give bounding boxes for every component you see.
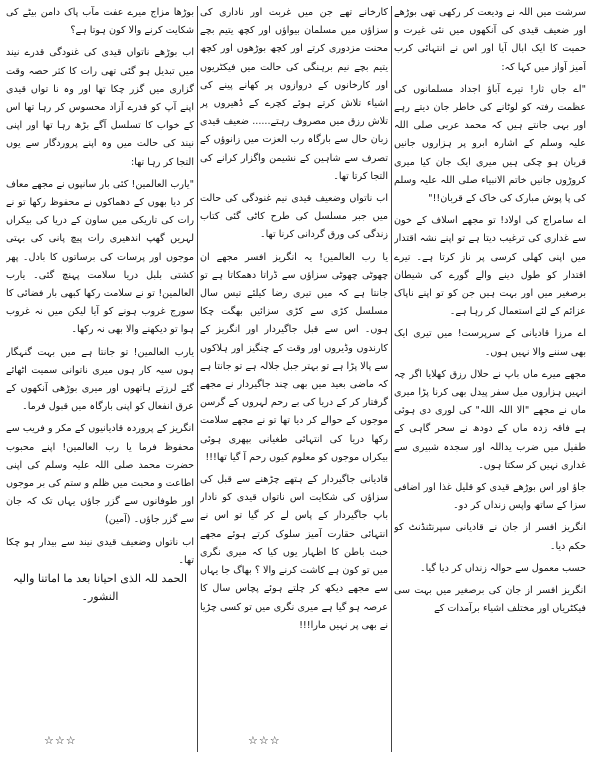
paragraph: اب ناتواں وضعیف قیدی نیند سے بیدار ہو چکا تھا۔ — [6, 536, 194, 566]
paragraph: مجھے میرے ماں باپ نے حلال رزق کھلایا اگر چہ انہیں ہزاروں میل سفر پیدل بھی کرنا پڑا میری ماں نے مجھے "الا اللہ اللہ" کی لوری دی ہوئی ہے فاقہ زدہ ماں کے دودھ نے سحر گاہی کے طفیل میں ضرب یداللہ اور سجدہ شبیری سے غداری نہیں کر سکتا ہوں۔ — [394, 368, 586, 471]
star-ornament: ☆☆☆ — [248, 734, 281, 747]
paragraph: کارخانے تھے جن میں غربت اور ناداری کی سزاؤں میں مسلمان بیواؤں اور کچھ یتیم بچے محنت مزدوری کرتے اور کچھ بوڑھوں اور کچھ یتیم بچے نیم برہنگی کی حالت میں فیکٹریوں اور کارخانوں کے دروازوں پر کھانے پینے کی اشیاء تلاش کرتے ہوئے کچرے کے ڈھیروں پر تلاش رزق میں مصروف رہتے...... ضعیف قیدی زبان حال سے بارگاہ رب العزت میں زانوؤں کے تصرف سے شاہین کے نشیمن واگزار کرانے کی التجا کرتا تھا۔ — [200, 7, 388, 182]
paragraph: انگریز کے پروردہ قادیانیوں کے مکر و فریب سے محفوظ فرما یا رب العالمین! اپنے محبوب حضرت محمد صلی اللہ علیہ وسلم کی اپنی اطاعت و محبت میں ظلم و ستم کی بر موجوں اور طوفانوں سے گزر جاؤں یہاں تک کہ جان سے گزر جاؤں۔ (آمین) — [6, 423, 194, 526]
paragraph: یارب العالمین! تو جانتا ہے میں بہت گنہگار ہوں سیہ کار ہوں میری ناتوانی سمیت اٹھائے گئے لرزتے ہاتھوں اور میری بوڑھی آنکھوں کے عرق انفعال کو اپنی بارگاہ میں قبول فرما۔ — [6, 346, 194, 413]
text-column-right — [394, 4, 586, 756]
paragraph: جاؤ اور اس بوڑھے قیدی کو قلیل غذا اور اضافی سزا کے ساتھ واپس زنداں کر دو۔ — [394, 482, 586, 512]
paragraph: اے سامراج کی اولاد! تو مجھے اسلاف کے خون سے غداری کی ترغیب دیتا ہے تو اپنے نشہ اقتدار میں اپنی کھلی کرسی پر ناز کرتا ہے۔ تیرے اقتدار کو طول دینے والے گورے کی شیطان برصغیر میں اور بہت ہیں جن کو تو اپنے ناپاک عزائم کے لئے استعمال کر رہا ہے۔ — [394, 215, 586, 318]
paragraph: "یارب العالمین! کئی بار سانپوں نے مجھے معاف کر دیا بھوں کے دھماکوں نے محفوظ رکھا تو نے رات کی تاریکی میں ساون کے دریا کی بیکراں لہریں گھپ اندھیری رات پیچ پانی کی بہتی موجوں اور پرسات کی برساتوں کا بادل۔ پھر کشتی بلبل دریا سلامت پہنچ گئی۔ یارب العالمین! تو نے سلامت رکھا کبھی بار فضائی کا سورج غروب ہونے کو آیا لیکن میں نہ غروب ہوا تو دیکھنے والا بھی نہ رکھا۔ — [6, 178, 194, 336]
paragraph: اب ناتواں وضعیف قیدی نیم غنودگی کی حالت میں جبر مسلسل کی طرح کاٹی گئی کتاب زندگی کی ورق گردانی کرنا تھا۔ — [200, 193, 388, 241]
paragraph: اب بوڑھے ناتواں قیدی کی غنودگی قدرے نیند میں تبدیل ہو گئی تھی رات کا کثر حصہ وقت گزاری میں گزر چکا تھا اور وہ نا تواں قیدی اپنے آپ کو قدرے آزاد محسوس کر رہا تھا اس کے خواب کا تسلسل آگے بڑھ رہا تھا اور اپنی نیند کی حالت میں وہ اپنے پروردگار سے یوں التجا کر رہا تھا: — [6, 47, 194, 168]
paragraph: سرشت میں اللہ نے ودیعت کر رکھی تھی بوڑھے اور ضعیف قیدی کی آنکھوں میں نئی غیرت و حمیت کا ایک ابال آیا اور اس نے انتہائی کرب آمیز آواز میں کہا کہ: — [394, 7, 586, 73]
text-column-middle — [200, 4, 388, 756]
closing-verse: الحمد للہ الذی احیانا بعد ما اماتنا والیہ النشور۔ — [12, 572, 188, 604]
paragraph: اے مرزا قادیانی کے سرپرست! میں تیری ایک بھی سننے والا نہیں ہوں۔ — [394, 328, 586, 358]
column-divider — [391, 6, 392, 752]
column-divider — [197, 6, 198, 752]
paragraph: بوڑھا مزاج میرے عفت مآب پاک دامن بیٹے کی شکایت کرنے والا کون ہوتا ہے؟ — [6, 7, 194, 37]
paragraph: حسب معمول سے حوالہ زنداں کر دیا گیا۔ — [419, 562, 586, 574]
star-ornament: ☆☆☆ — [44, 734, 77, 747]
paragraph: انگریز افسر از جان کی برصغیر میں بہت سی فیکٹریاں اور مختلف اشیاء برآمدات کے — [394, 585, 586, 615]
paragraph: انگریز افسر از جان نے قادیانی سپرنٹنڈنٹ کو حکم دیا۔ — [394, 522, 586, 552]
paragraph: "اے جاں ثار! تیرے آباؤ اجداد مسلمانوں کی عظمت رفتہ کو لوٹانے کی خاطر جان دیتے رہے اور بہی جانتے ہیں کہ محمد عربی صلی اللہ علیہ وسلم کے اشارہ ابرو پر ہزاروں جانیں قربان ہو چکی ہیں میری ایک جان کیا میری کروڑوں جانیں خاتم الانبیاء صلی اللہ علیہ وسلم کی پا پوش مبارک کی خاک کے قربان!!" — [394, 83, 586, 205]
paragraph: یا رب العالمین! یہ انگریز افسر مجھے ان چھوٹی چھوٹی سزاؤں سے ڈراتا دھمکاتا ہے تو جانتا ہے کہ میں تیری رضا کیلئے تیس سال مسلسل کڑی سے کڑی سزائیں بھگت چکا ہوں۔ اس سے قبل جاگیردار اور انگریز کے کارندوں وڈیروں اور وقت کے چنگیز اور ہلاکوں سے پالا پڑا ہے تو بہتر جبل جلالہ ہے تو جانتا ہے کہ ماضی بعید میں بھی چند جاگیردار نے مجھے گرفتار کر کے دریا کی بے رحم لہروں کے گرسن موجوں کے حوالے کر دیا تھا تو نے مجھے سلامت رکھا دریا کی انتہائی طغیانی بپھری ہوئی بیکراں موجوں کو معلوم کیوں رحم آ گیا تھا!!! — [200, 251, 388, 463]
paragraph: قادیانی جاگیردار کے ہتھے چڑھنے سے قبل کی سزاؤں کی شکایت اس ناتواں قیدی کو نادار باپ جاگیردار کے پاس لے کر گیا تو اس نے انتہائی حقارت آمیز سلوک کرتے ہوئے مجھے خبث باطن کا اظہار یوں کیا کہ میری نگری میں تو کون ہے کاشت کرنے والا ؟ بھاگ جا یہاں سے مجھے دیکھ کر چلتے ہوئے پچاس سال کا عرصہ ہو گیا ہے میری نگری میں تو کسی چڑیا نے بھی پر نہیں مارا!!! — [200, 474, 388, 631]
text-column-left — [6, 4, 194, 756]
